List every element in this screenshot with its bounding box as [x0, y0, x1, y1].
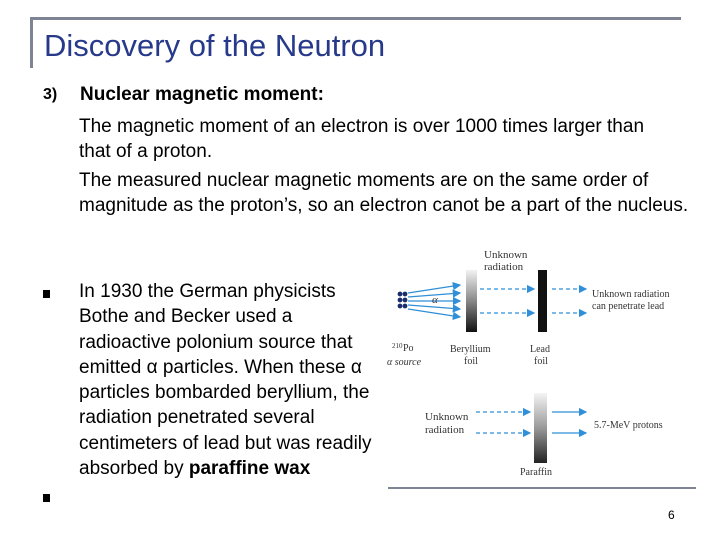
label-beryllium-2: foil [464, 356, 478, 367]
label-paraffin: Paraffin [520, 467, 553, 478]
label-unknown-bottom-2: radiation [425, 424, 465, 436]
lead-foil [538, 270, 547, 332]
label-beryllium-1: Beryllium [450, 344, 491, 355]
section-heading: Nuclear magnetic moment: [80, 84, 324, 105]
label-protons: 5.7-MeV protons [594, 420, 663, 431]
label-alpha: α [432, 294, 438, 306]
label-po: Po [403, 343, 414, 354]
bullet-marker [43, 494, 50, 502]
proton-arrows [552, 412, 586, 433]
unknown-radiation-to-paraffin-arrows [476, 412, 530, 433]
beryllium-foil [466, 270, 477, 332]
penetrating-radiation-arrows [552, 289, 586, 313]
neutron-experiment-diagram [380, 245, 700, 485]
label-penetrate-1: Unknown radiation [592, 289, 670, 300]
label-unknown-top-1: Unknown [484, 249, 528, 261]
bottom-rule [388, 487, 696, 489]
unknown-radiation-arrows [480, 289, 534, 313]
bullet-bold-text: paraffine wax [188, 458, 311, 480]
label-alpha-source: α source [387, 357, 422, 368]
bullet-marker [43, 290, 50, 298]
paragraph-electron-moment: The magnetic moment of an electron is over 1000 times larger than that of a proton. [79, 116, 645, 162]
label-lead-2: foil [534, 356, 548, 367]
label-lead-1: Lead [530, 344, 550, 355]
section-number: 3) [43, 86, 58, 103]
paraffin-block [534, 393, 547, 463]
slide-title: Discovery of the Neutron [44, 28, 386, 63]
label-po-mass: 210 [392, 342, 403, 350]
label-unknown-bottom-1: Unknown [425, 411, 469, 423]
paragraph-nuclear-moments: The measured nuclear magnetic moments are on the same order of magnitude as the proton’s, so an electron canot be a part of the nucleus. [79, 170, 689, 216]
label-penetrate-2: can penetrate lead [592, 301, 665, 312]
bullet-text-bothe-becker [79, 279, 389, 481]
label-unknown-top-2: radiation [484, 261, 524, 273]
page-number: 6 [668, 508, 675, 522]
polonium-source-icon [398, 292, 408, 309]
bullet-text: In 1930 the German physicists Bothe and Becker used a radioactive polonium source that emitted α particles. When these α particles bombarded beryllium, the radiation penetrated several centimeters of lead but was readily absorbed by [79, 281, 372, 480]
